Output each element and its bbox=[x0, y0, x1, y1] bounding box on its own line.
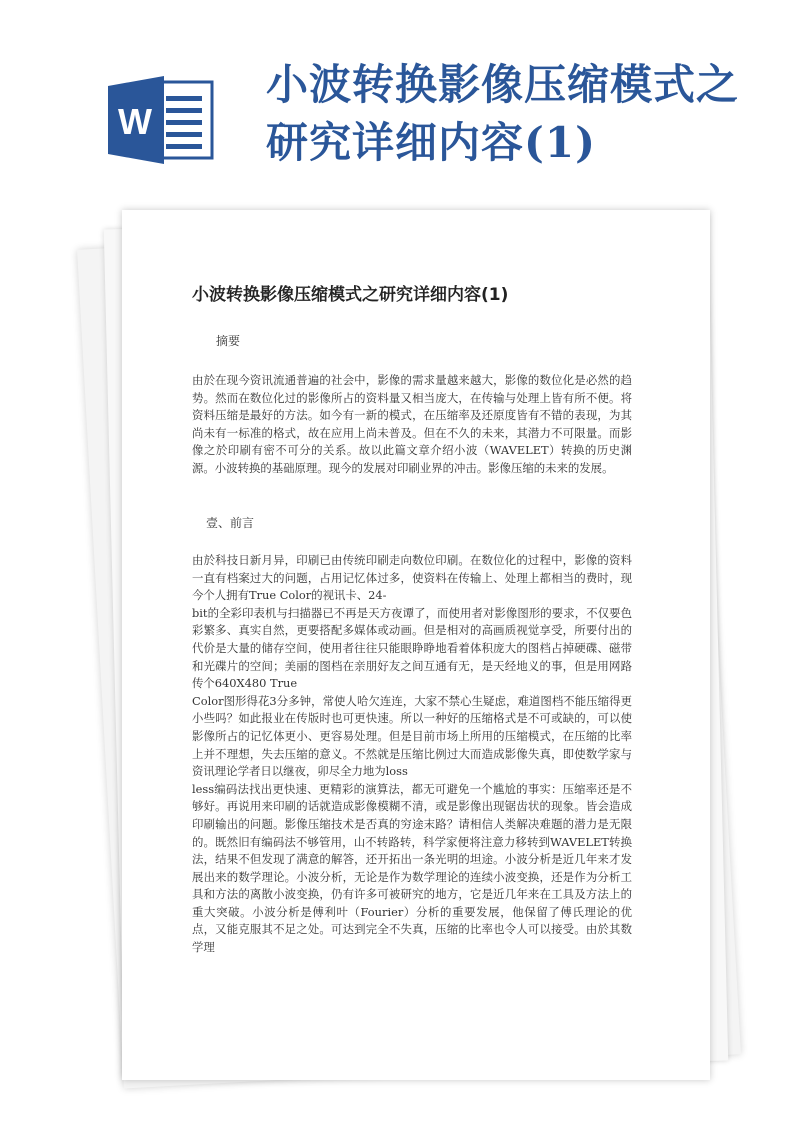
banner-title: 小波转换影像压缩模式之研究详细内容(1) bbox=[266, 60, 740, 167]
word-logo-letter: W bbox=[118, 101, 152, 142]
word-document-icon bbox=[108, 76, 218, 164]
document-title: 小波转换影像压缩模式之研究详细内容(1) bbox=[192, 285, 509, 305]
preface-line: Color图形得花3分多钟，常使人哈欠连连，大家不禁心生疑虑，难道图档不能压缩得更小些吗？如此报业在传版时也可更快速。所以一种好的压缩格式是不可或缺的，可以使影像所占的记忆体更小、更容易处理。但是目前市场上所用的压缩模式，在压缩的比率上并不理想，失去压缩的意义。不然就是压缩比例过大而造成影像失真，即使数学家与资讯理论学者日以继夜，卯尽全力地为loss bbox=[192, 693, 632, 779]
preface-paragraph bbox=[192, 552, 632, 957]
preface-heading: 壹、前言 bbox=[206, 516, 255, 530]
document-page bbox=[122, 210, 710, 1080]
abstract-paragraph: 由於在现今资讯流通普遍的社会中，影像的需求量越来越大，影像的数位化是必然的趋势。然而在数位化过的影像所占的资料量又相当庞大，在传输与处理上皆有所不便。将资料压缩是最好的方法。如今有一新的模式，在压缩率及还原度皆有不错的表现，为其尚未有一标准的格式，故在应用上尚未普及。但在不久的未来，其潜力不可限量。而影像之於印刷有密不可分的关系。故以此篇文章介绍小波（WAVELET）转换的历史渊源。小波转换的基础原理。现今的发展对印刷业界的冲击。影像压缩的未来的发展。 bbox=[192, 373, 632, 475]
banner-header bbox=[0, 0, 800, 210]
abstract-heading: 摘要 bbox=[216, 334, 241, 348]
preface-line: bit的全彩印表机与扫描器已不再是天方夜谭了，而使用者对影像图形的要求，不仅要色彩繁多、真实自然，更要搭配多媒体或动画。但是相对的高画质视觉享受，所要付出的代价是大量的储存空间，使用者往往只能眼睁睁地看着体积庞大的图档占掉硬碟、磁带和光碟片的空间；美丽的图档在亲朋好友之间互通有无，是天经地义的事，但是用网路传个640X480 True bbox=[192, 605, 632, 691]
preface-line: less编码法找出更快速、更精彩的演算法，都无可避免一个尴尬的事实：压缩率还是不够好。再说用来印刷的话就造成影像模糊不清，或是影像出现锯齿状的现象。皆会造成印刷输出的问题。影像压缩技术是否真的穷途末路？请相信人类解决难题的潜力是无限的。既然旧有编码法不够管用，山不转路转，科学家便将注意力移转到WAVELET转换法，结果不但发现了满意的解答，还开拓出一条光明的坦途。小波分析是近几年来才发展出来的数学理论。小波分析，无论是作为数学理论的连续小波变换，还是作为分析工具和方法的离散小波变换，仍有许多可被研究的地方，它是近几年来在工具及方法上的重大突破。小波分析是傅利叶（Fourier）分析的重要发展，他保留了傅氏理论的优点，又能克服其不足之处。可达到完全不失真，压缩的比率也令人可以接受。由於其数学理 bbox=[192, 781, 632, 955]
preface-line: 由於科技日新月异，印刷已由传统印刷走向数位印刷。在数位化的过程中，影像的资料一直有档案过大的问题，占用记忆体过多，使资料在传输上、处理上都相当的费时，现今个人拥有True Color的视讯卡、24- bbox=[192, 553, 632, 603]
